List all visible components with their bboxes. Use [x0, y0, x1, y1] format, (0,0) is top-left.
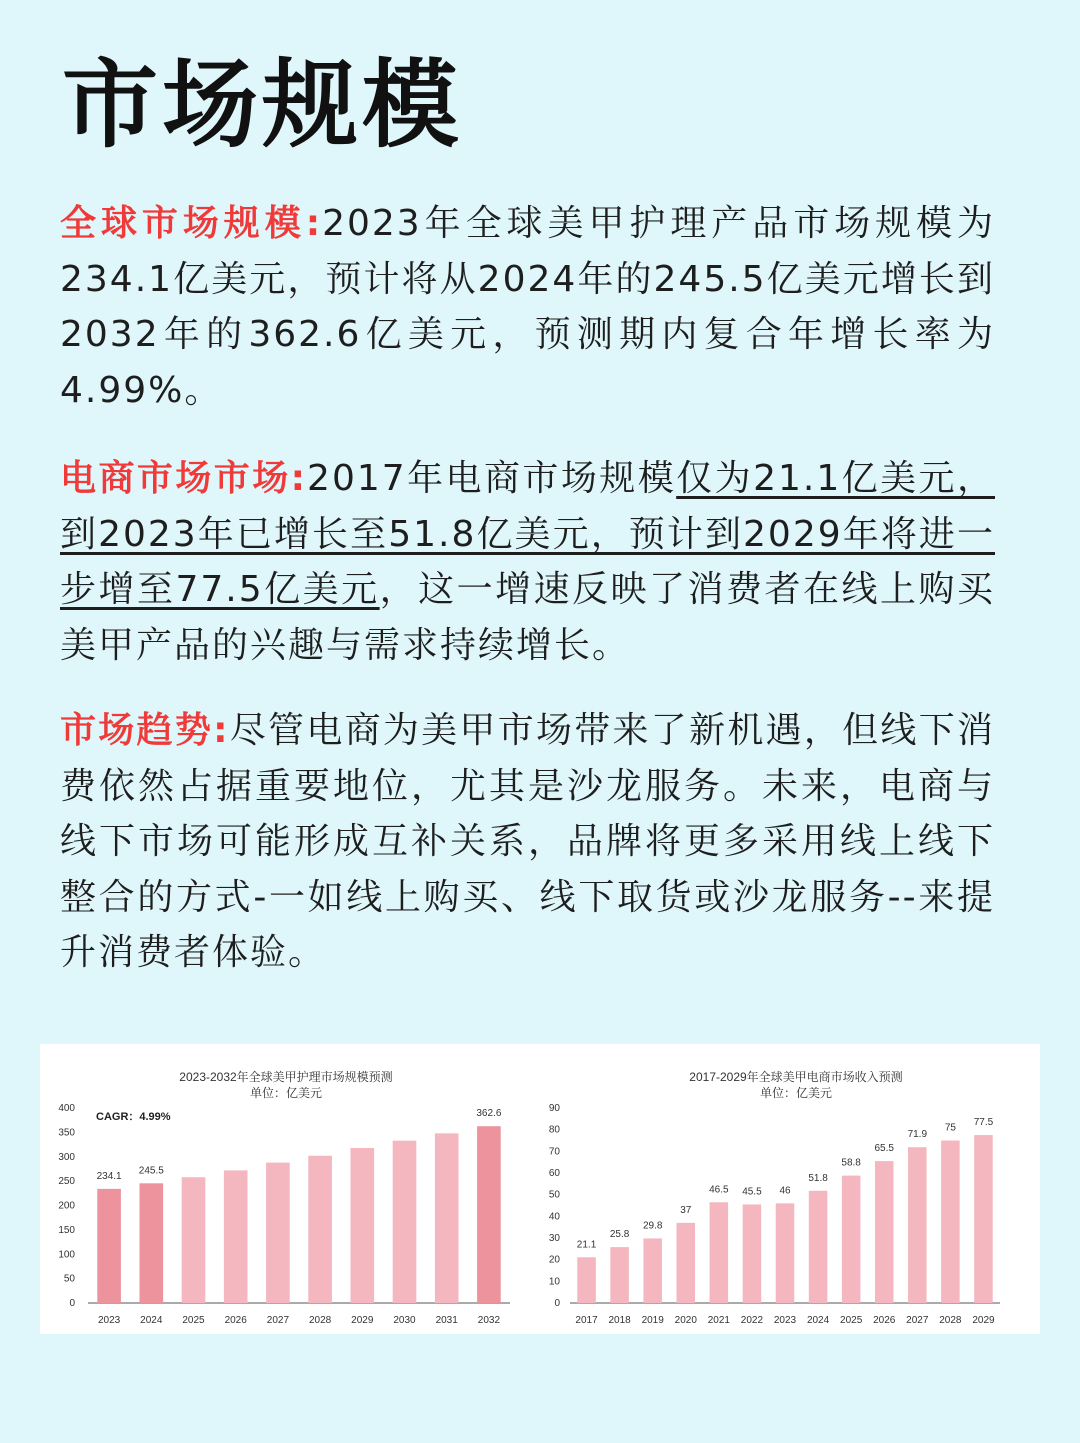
ecommerce-value-label-2029: 77.5 — [973, 1117, 994, 1129]
global-chart-title: 2023-2032年全球美甲护理市场规模预测 — [179, 1070, 393, 1084]
ecommerce-bar-2021 — [710, 1202, 729, 1303]
global-y-tick-label: 250 — [58, 1176, 75, 1188]
ecommerce-x-tick-label-2020: 2020 — [674, 1315, 697, 1326]
ecommerce-x-tick-label-2025: 2025 — [840, 1315, 863, 1326]
ecommerce-y-tick-label: 10 — [548, 1276, 560, 1288]
market-trend-paragraph — [60, 703, 995, 981]
global-bar-2027 — [266, 1163, 290, 1303]
global-bar-2023 — [97, 1189, 121, 1303]
ecommerce-x-tick-label-2017: 2017 — [575, 1315, 598, 1326]
ecommerce-bar-2020 — [677, 1223, 696, 1303]
ecommerce-x-tick-label-2018: 2018 — [608, 1315, 631, 1326]
ecommerce-y-tick-label: 0 — [554, 1298, 560, 1309]
ecommerce-market-text-underlined: 仅为21.1亿美元，到2023年已增长至51.8亿美元，预计到2029年将进一步增至77.5亿美元 — [60, 458, 995, 610]
ecommerce-chart-subtitle: 单位：亿美元 — [759, 1086, 833, 1100]
ecommerce-bar-2017 — [577, 1257, 596, 1303]
ecommerce-chart-title: 2017-2029年全球美甲电商市场收入预测 — [689, 1070, 903, 1084]
ecommerce-market-label: 电商市场市场: — [60, 458, 308, 499]
ecommerce-value-label-2018: 25.8 — [609, 1229, 630, 1241]
charts-panel — [40, 1044, 1040, 1334]
ecommerce-market-chart — [540, 1044, 1040, 1334]
ecommerce-bar-2019 — [643, 1238, 662, 1303]
ecommerce-x-tick-label-2027: 2027 — [906, 1315, 929, 1326]
global-bar-2029 — [350, 1148, 374, 1303]
ecommerce-x-tick-label-2021: 2021 — [707, 1315, 730, 1326]
ecommerce-value-label-2021: 46.5 — [709, 1184, 729, 1196]
global-bar-2032 — [477, 1126, 501, 1303]
ecommerce-value-label-2026: 65.5 — [874, 1143, 894, 1155]
ecommerce-x-tick-label-2026: 2026 — [873, 1315, 896, 1326]
global-y-tick-label: 400 — [58, 1103, 75, 1114]
page-title: 市场规模 — [62, 49, 462, 161]
ecommerce-value-label-2025: 58.8 — [841, 1157, 861, 1169]
global-value-label-2023: 234.1 — [96, 1170, 122, 1182]
global-y-tick-label: 350 — [58, 1127, 75, 1139]
global-x-tick-label-2031: 2031 — [435, 1315, 458, 1326]
ecommerce-value-label-2027: 71.9 — [907, 1129, 928, 1141]
ecommerce-market-paragraph — [60, 451, 995, 673]
global-x-tick-label-2026: 2026 — [224, 1315, 247, 1326]
global-x-tick-label-2027: 2027 — [266, 1315, 290, 1326]
ecommerce-x-tick-label-2019: 2019 — [641, 1315, 664, 1326]
global-bar-2025 — [182, 1177, 206, 1303]
global-chart-subtitle: 单位：亿美元 — [249, 1086, 323, 1100]
ecommerce-x-tick-label-2024: 2024 — [806, 1315, 830, 1326]
ecommerce-y-tick-label: 90 — [548, 1103, 560, 1114]
global-x-tick-label-2025: 2025 — [182, 1315, 205, 1326]
global-x-tick-label-2029: 2029 — [351, 1315, 374, 1326]
global-market-text: 2023年全球美甲护理产品市场规模为234.1亿美元，预计将从2024年的245.5亿美元增长到2032年的362.6亿美元，预测期内复合年增长率为4.99%。 — [60, 203, 995, 411]
global-value-label-2024: 245.5 — [138, 1165, 164, 1177]
global-y-tick-label: 300 — [58, 1151, 75, 1163]
ecommerce-market-text-after: ，这一增速反映了消费者在线上购买美甲产品的兴趣与需求持续增长。 — [60, 569, 995, 666]
global-y-tick-label: 100 — [58, 1249, 75, 1261]
global-x-tick-label-2028: 2028 — [308, 1315, 332, 1326]
ecommerce-bar-2026 — [875, 1161, 894, 1303]
global-bar-2028 — [308, 1156, 332, 1303]
market-trend-label: 市场趋势: — [60, 710, 230, 751]
market-trend-text: 尽管电商为美甲市场带来了新机遇，但线下消费依然占据重要地位，尤其是沙龙服务。未来，电商与线下市场可能形成互补关系，品牌将更多采用线上线下整合的方式-一如线上购买、线下取货或沙龙服务--来提升消费者体验。 — [60, 710, 995, 973]
ecommerce-x-tick-label-2022: 2022 — [740, 1315, 764, 1326]
ecommerce-x-tick-label-2029: 2029 — [972, 1315, 995, 1326]
ecommerce-bar-2022 — [743, 1204, 762, 1303]
ecommerce-bar-2029 — [974, 1135, 993, 1303]
ecommerce-bar-2025 — [842, 1176, 861, 1303]
ecommerce-bar-2024 — [809, 1191, 828, 1303]
global-value-label-2032: 362.6 — [476, 1108, 502, 1120]
global-x-tick-label-2024: 2024 — [140, 1315, 163, 1326]
global-x-tick-label-2030: 2030 — [393, 1315, 416, 1326]
ecommerce-y-tick-label: 80 — [548, 1124, 560, 1136]
ecommerce-y-tick-label: 60 — [548, 1168, 560, 1179]
ecommerce-value-label-2019: 29.8 — [642, 1220, 663, 1232]
ecommerce-value-label-2024: 51.8 — [808, 1172, 828, 1184]
ecommerce-bar-2018 — [610, 1247, 629, 1303]
global-x-tick-label-2023: 2023 — [97, 1315, 121, 1326]
global-bar-2024 — [139, 1183, 163, 1303]
global-market-label: 全球市场规模: — [60, 203, 323, 244]
ecommerce-bar-2027 — [908, 1147, 927, 1303]
global-y-tick-label: 0 — [69, 1298, 75, 1309]
ecommerce-y-tick-label: 70 — [548, 1146, 560, 1158]
ecommerce-value-label-2020: 37 — [680, 1204, 692, 1216]
ecommerce-x-tick-label-2023: 2023 — [773, 1315, 797, 1326]
global-bar-2030 — [393, 1141, 417, 1303]
ecommerce-value-label-2017: 21.1 — [576, 1239, 597, 1251]
ecommerce-value-label-2023: 46 — [779, 1185, 791, 1197]
global-cagr-annotation: CAGR：4.99% — [96, 1111, 171, 1123]
global-y-tick-label: 50 — [63, 1273, 75, 1285]
ecommerce-y-tick-label: 20 — [548, 1254, 560, 1266]
ecommerce-value-label-2028: 75 — [944, 1122, 956, 1134]
global-bar-2026 — [224, 1170, 248, 1303]
global-y-tick-label: 200 — [58, 1200, 75, 1212]
global-market-chart — [40, 1044, 540, 1334]
ecommerce-value-label-2022: 45.5 — [742, 1186, 762, 1198]
ecommerce-y-tick-label: 30 — [548, 1233, 560, 1244]
ecommerce-market-text-before: 2017年电商市场规模 — [307, 458, 677, 499]
global-y-tick-label: 150 — [58, 1224, 75, 1236]
ecommerce-bar-2023 — [776, 1203, 795, 1303]
global-market-paragraph — [60, 196, 995, 418]
ecommerce-y-tick-label: 50 — [548, 1189, 560, 1201]
global-x-tick-label-2032: 2032 — [477, 1315, 501, 1326]
ecommerce-x-tick-label-2028: 2028 — [939, 1315, 962, 1326]
ecommerce-bar-2028 — [941, 1141, 960, 1304]
global-bar-2031 — [435, 1133, 459, 1303]
ecommerce-y-tick-label: 40 — [548, 1211, 560, 1223]
